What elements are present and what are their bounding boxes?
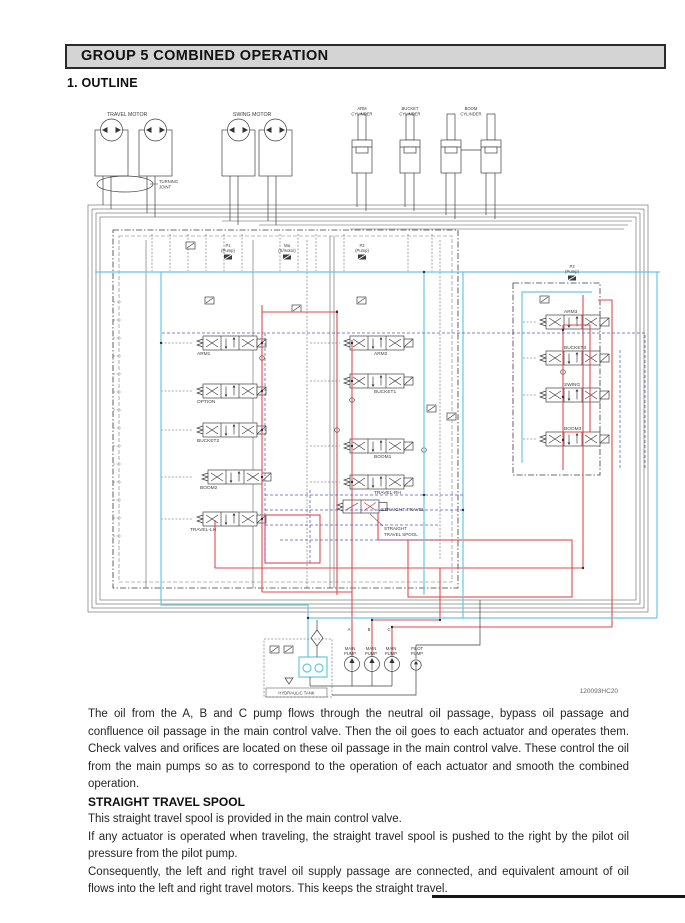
turning-joint-symbol	[97, 176, 153, 192]
outline-heading: 1. OUTLINE	[67, 76, 138, 90]
pump-group	[310, 600, 480, 695]
port-p1-label: P1	[225, 243, 231, 248]
swing-motor-group	[222, 112, 292, 176]
pilot-line-texture	[113, 234, 536, 588]
main-control-valve-block	[113, 230, 600, 588]
main-pressure-lines	[215, 295, 612, 657]
spool-arm1	[197, 336, 266, 350]
travel-motor-group	[95, 112, 178, 192]
pump-port-labels	[221, 243, 579, 281]
svg-text:CYLINDER: CYLINDER	[460, 111, 482, 117]
spool-travel-rh	[344, 475, 413, 489]
svg-text:PUMP: PUMP	[364, 651, 378, 656]
arm-cylinder-label: ARM	[357, 106, 367, 111]
svg-text:PUMP: PUMP	[384, 651, 398, 656]
label-arm3: ARM3	[564, 310, 578, 315]
hydraulic-tank-label: HYDRAULIC TANK	[278, 690, 315, 696]
boom-cylinder-right	[481, 114, 501, 173]
swing-motor-left	[222, 119, 255, 176]
svg-text:CYLINDER: CYLINDER	[399, 111, 421, 117]
svg-text:(S/motor): (S/motor)	[278, 248, 296, 253]
scan-artifact-line	[432, 895, 685, 898]
figure-code: 120093HC20	[579, 688, 618, 695]
pilot-pump-label: PILOT	[410, 646, 424, 651]
label-travel-rh: TRAVEL-RH	[374, 491, 401, 496]
travel-motor-left	[95, 119, 128, 176]
bucket-cylinder-label: BUCKET	[401, 106, 419, 111]
swing-motor-right	[259, 119, 292, 176]
port-b-label: B	[367, 627, 371, 632]
straight-travel-heading: STRAIGHT TRAVEL SPOOL	[88, 794, 245, 809]
straight-travel-paragraph-1: This straight travel spool is provided in the main control valve.	[88, 813, 402, 825]
hydraulic-circuit-diagram	[0, 100, 685, 705]
swing-motor-label: SWING MOTOR	[233, 112, 272, 118]
svg-text:PUMP: PUMP	[343, 651, 357, 656]
port-c-label: C	[387, 627, 391, 632]
label-bucket1: BUCKET1	[374, 390, 397, 395]
port-p2-label: P2	[359, 243, 365, 248]
straight-travel-paragraph-3: Consequently, the left and right travel oil supply passage are connected, and equivalent amount of oil flows into the left and right travel motors. This keeps the straight travel.	[88, 865, 629, 895]
boom-cylinder-left	[441, 114, 461, 173]
main-pump-3	[385, 657, 400, 672]
spool-boom2	[202, 470, 271, 484]
tank-group	[264, 620, 332, 697]
filter-icon	[311, 630, 323, 646]
spool-bucket3	[540, 351, 609, 365]
straight-travel-callout-2: TRAVEL SPOOL	[384, 532, 418, 537]
travel-motor-label: TRAVEL MOTOR	[107, 112, 148, 118]
label-bucket2: BUCKET2	[197, 439, 220, 444]
spool-valves	[197, 315, 609, 526]
pilot-pump	[411, 660, 421, 670]
spool-straight-travel	[337, 500, 387, 513]
turning-joint-label-1: TURNING	[159, 179, 179, 184]
outline-paragraph: The oil from the A, B and C pump flows through the neutral oil passage, bypass oil passage and confluence oil passage in the main control valve. Then the oil goes to each actuator and operates them. Check valves and orifices are located on these oil passage in the main control valve. These control the oil from the main pumps so as to correspond to the operation of each actuator and smooth the combined operation.	[88, 708, 629, 790]
label-swing: SWING	[564, 383, 581, 388]
port-a-label: A	[347, 627, 351, 632]
drain-icon	[285, 678, 293, 684]
main-pump2-label: MAIN	[365, 646, 377, 651]
boom-cylinder-label: BOOM	[464, 106, 478, 111]
spool-swing	[540, 388, 609, 402]
spool-option	[197, 384, 266, 398]
svg-text:CYLINDER: CYLINDER	[351, 111, 373, 117]
group-header-label: GROUP 5 COMBINED OPERATION	[81, 48, 329, 64]
svg-text:(Pump): (Pump)	[221, 248, 235, 253]
port-ma-label: Ma	[284, 243, 290, 248]
label-bucket3: BUCKET3	[564, 346, 587, 351]
straight-travel-paragraph-2: If any actuator is operated when traveling, the straight travel spool is pushed to the right by the pilot oil pressure from the pilot pump.	[88, 830, 629, 860]
spool-arm3	[540, 315, 609, 329]
spool-arm2	[344, 336, 413, 350]
spool-bucket2	[197, 423, 266, 437]
travel-motor-right	[139, 119, 172, 176]
spool-travel-lh	[197, 512, 266, 526]
main-pump-1	[345, 657, 360, 672]
main-pump3-label: MAIN	[385, 646, 397, 651]
svg-text:(Pump): (Pump)	[565, 269, 579, 274]
group-header	[65, 44, 666, 69]
main-pump-2	[365, 657, 380, 672]
label-travel-lh: TRAVEL-LH	[190, 528, 217, 533]
label-boom1: BOOM1	[374, 455, 392, 460]
spool-bucket1	[344, 374, 413, 388]
label-arm1: ARM1	[197, 352, 211, 357]
port-p3-label: P3	[569, 264, 575, 269]
label-boom2: BOOM2	[200, 486, 218, 491]
bus-lines	[88, 205, 648, 612]
main-pump1-label: MAIN	[344, 646, 356, 651]
label-boom3: BOOM3	[564, 427, 582, 432]
spool-boom3	[540, 432, 609, 446]
svg-text:(Pump): (Pump)	[355, 248, 369, 253]
straight-travel-callout-1: STRAIGHT	[384, 526, 407, 531]
body-text	[88, 706, 629, 899]
svg-text:PUMP: PUMP	[410, 651, 424, 656]
spool-boom1	[344, 439, 413, 453]
turning-joint-label-2: JOINT	[159, 184, 172, 190]
label-option: OPTION	[197, 400, 216, 405]
label-straight-travel: STRAIGHT TRAVEL	[381, 508, 425, 513]
label-arm2: ARM2	[374, 352, 388, 357]
cylinder-group	[351, 106, 501, 173]
